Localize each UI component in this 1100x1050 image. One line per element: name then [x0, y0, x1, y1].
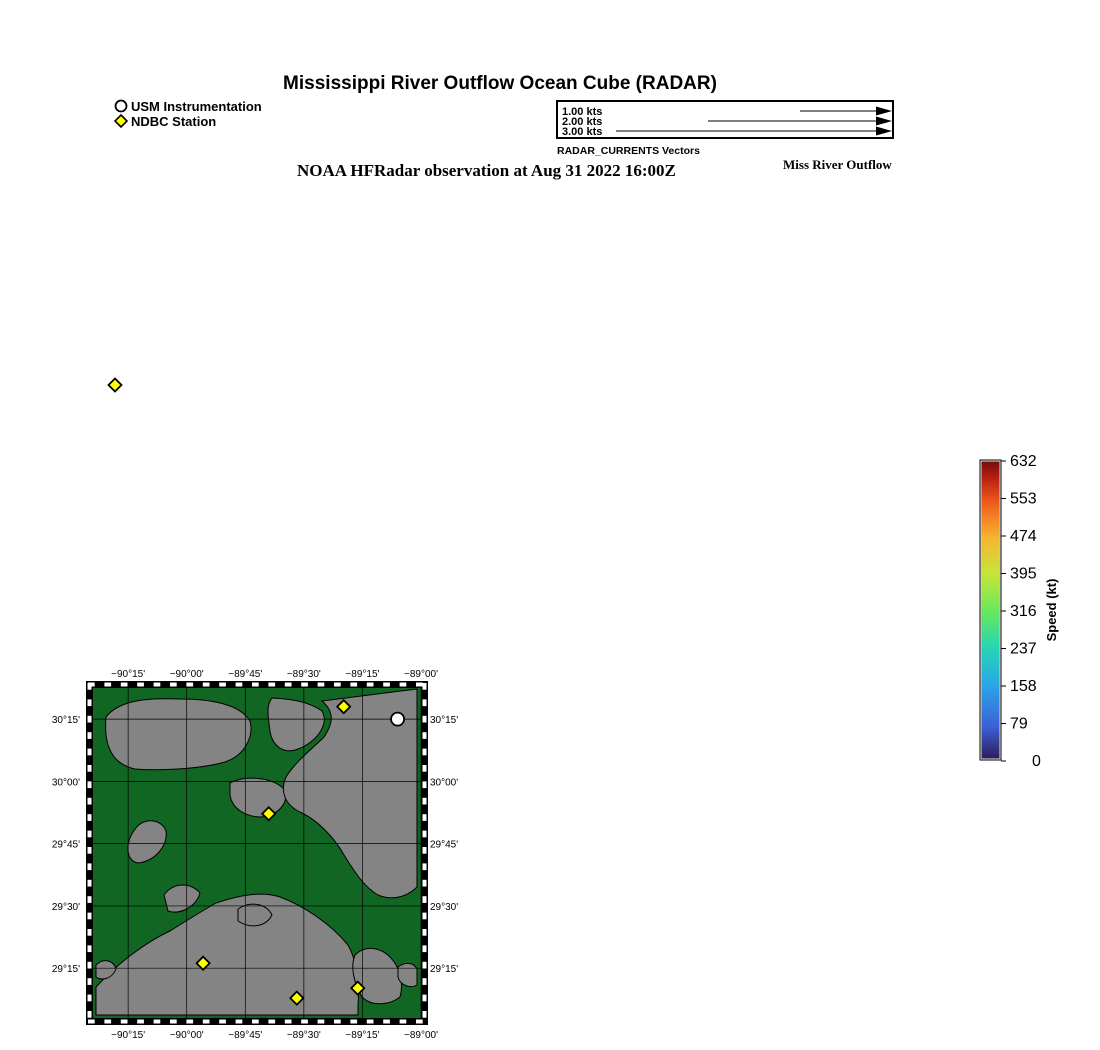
frame-block — [88, 945, 92, 952]
frame-block — [285, 683, 292, 687]
lat-tick-label-left: 29°15' — [51, 964, 80, 976]
vector-key-label-3: 3.00 kts — [562, 126, 603, 138]
frame-block — [268, 683, 275, 687]
ndbc-station-marker — [104, 374, 126, 396]
frame-block — [88, 995, 92, 1002]
frame-block — [88, 880, 92, 887]
frame-block — [186, 683, 193, 687]
colorbar — [960, 450, 1070, 775]
frame-block — [88, 749, 92, 756]
frame-block — [423, 978, 427, 985]
frame-block — [203, 683, 210, 687]
lon-tick-label-bottom: −89°45' — [228, 1030, 263, 1040]
frame-block — [88, 978, 92, 985]
frame-block — [383, 1020, 390, 1024]
frame-block — [252, 683, 259, 687]
frame-block — [423, 699, 427, 706]
colorbar-tick-label: 158 — [1010, 678, 1037, 695]
frame-block — [88, 716, 92, 723]
colorbar-tick-label: 474 — [1010, 528, 1037, 545]
frame-block — [423, 831, 427, 838]
diamond-icon — [113, 113, 129, 129]
frame-block — [423, 749, 427, 756]
frame-block — [416, 683, 423, 687]
lat-tick-label-right: 29°45' — [430, 839, 459, 851]
frame-block — [104, 683, 111, 687]
lat-tick-label-left: 30°15' — [51, 715, 80, 727]
frame-block — [236, 683, 243, 687]
main-title: Mississippi River Outflow Ocean Cube (RADAR) — [283, 73, 717, 94]
frame-block — [423, 847, 427, 854]
frame-block — [423, 798, 427, 805]
colorbar-label: Speed (kt) — [1044, 578, 1059, 642]
frame-block — [203, 1020, 210, 1024]
colorbar-tick-label: 632 — [1010, 453, 1037, 470]
vector-key-caption: RADAR_CURRENTS Vectors — [557, 145, 700, 157]
frame-block — [219, 1020, 226, 1024]
frame-block — [88, 683, 92, 690]
frame-block — [423, 1011, 427, 1018]
lat-tick-label-right: 29°15' — [430, 964, 459, 976]
frame-block — [88, 814, 92, 821]
colorbar-tick-label: 316 — [1010, 603, 1037, 620]
frame-block — [154, 683, 161, 687]
colorbar-tick-label: 0 — [1032, 753, 1041, 770]
vector-arrow-head — [876, 127, 892, 136]
lon-tick-label-bottom: −89°15' — [345, 1030, 380, 1040]
legend-item-usm — [113, 98, 262, 114]
frame-block — [154, 1020, 161, 1024]
frame-block — [318, 1020, 325, 1024]
frame-block — [350, 1020, 357, 1024]
map — [40, 665, 480, 1040]
frame-block — [423, 896, 427, 903]
frame-block — [88, 929, 92, 936]
frame-block — [416, 1020, 423, 1024]
frame-block — [334, 1020, 341, 1024]
lon-tick-label-top: −90°15' — [111, 669, 146, 680]
frame-block — [252, 1020, 259, 1024]
lat-tick-label-right: 29°30' — [430, 901, 459, 913]
frame-block — [121, 683, 128, 687]
frame-block — [367, 683, 374, 687]
lon-tick-label-bottom: −90°00' — [169, 1030, 204, 1040]
frame-block — [285, 1020, 292, 1024]
frame-block — [104, 1020, 111, 1024]
lon-tick-label-bottom: −90°15' — [111, 1030, 146, 1040]
frame-block — [301, 683, 308, 687]
frame-block — [423, 781, 427, 788]
frame-block — [383, 683, 390, 687]
lat-tick-label-left: 29°45' — [51, 839, 80, 851]
vector-key-label-2: 2.00 kts — [562, 116, 603, 128]
frame-block — [400, 683, 407, 687]
lon-tick-label-top: −89°30' — [286, 669, 321, 680]
lon-tick-label-top: −89°15' — [345, 669, 380, 680]
frame-block — [88, 1020, 95, 1024]
frame-block — [423, 945, 427, 952]
frame-block — [88, 831, 92, 838]
frame-block — [88, 781, 92, 788]
frame-block — [400, 1020, 407, 1024]
region-label: Miss River Outflow — [783, 157, 892, 172]
frame-block — [170, 683, 177, 687]
subtitle: NOAA HFRadar observation at Aug 31 2022 16:00Z — [297, 161, 676, 180]
frame-block — [334, 683, 341, 687]
frame-block — [186, 1020, 193, 1024]
frame-block — [318, 683, 325, 687]
frame-block — [121, 1020, 128, 1024]
frame-block — [219, 683, 226, 687]
frame-block — [236, 1020, 243, 1024]
frame-block — [88, 847, 92, 854]
colorbar-gradient — [980, 460, 1001, 760]
legend-label-ndbc: NDBC Station — [131, 113, 217, 129]
lon-tick-label-top: −90°00' — [169, 669, 204, 680]
frame-block — [301, 1020, 308, 1024]
frame-block — [88, 913, 92, 920]
vector-key-box — [556, 100, 894, 139]
frame-block — [88, 732, 92, 739]
lon-tick-label-bottom: −89°00' — [404, 1030, 438, 1040]
colorbar-tick-label: 395 — [1010, 565, 1037, 583]
lat-tick-label-left: 29°30' — [51, 901, 80, 913]
frame-block — [88, 765, 92, 772]
frame-block — [268, 1020, 275, 1024]
frame-block — [423, 732, 427, 739]
lat-tick-label-right: 30°15' — [430, 715, 459, 727]
frame-block — [350, 683, 357, 687]
vector-arrow-head — [876, 117, 892, 126]
frame-block — [88, 798, 92, 805]
colorbar-tick-label: 237 — [1010, 640, 1037, 658]
frame-block — [423, 880, 427, 887]
lon-tick-label-bottom: −89°30' — [286, 1030, 321, 1040]
frame-block — [367, 1020, 374, 1024]
frame-block — [423, 716, 427, 723]
vector-arrow-head — [876, 107, 892, 116]
legend-item-ndbc — [113, 113, 216, 129]
vector-key-arrows — [558, 102, 892, 137]
frame-block — [137, 1020, 144, 1024]
frame-block — [88, 863, 92, 870]
frame-block — [423, 765, 427, 772]
colorbar-tick-label: 553 — [1010, 490, 1037, 508]
circle-icon — [113, 98, 129, 114]
frame-block — [423, 683, 427, 690]
frame-block — [423, 814, 427, 821]
vector-key-label-1: 1.00 kts — [562, 106, 603, 118]
legend-label-usm: USM Instrumentation — [131, 98, 262, 114]
frame-block — [423, 929, 427, 936]
lat-tick-label-right: 30°00' — [430, 777, 459, 789]
usm-station-marker — [391, 713, 404, 726]
frame-block — [88, 962, 92, 969]
lat-tick-label-left: 30°00' — [51, 777, 80, 789]
frame-block — [423, 913, 427, 920]
frame-block — [88, 1011, 92, 1018]
frame-block — [423, 863, 427, 870]
frame-block — [88, 896, 92, 903]
frame-block — [88, 699, 92, 706]
frame-block — [170, 1020, 177, 1024]
lon-tick-label-top: −89°00' — [404, 669, 438, 680]
frame-block — [423, 995, 427, 1002]
frame-block — [137, 683, 144, 687]
lon-tick-label-top: −89°45' — [228, 669, 263, 680]
frame-block — [423, 962, 427, 969]
colorbar-tick-label: 79 — [1010, 715, 1028, 733]
